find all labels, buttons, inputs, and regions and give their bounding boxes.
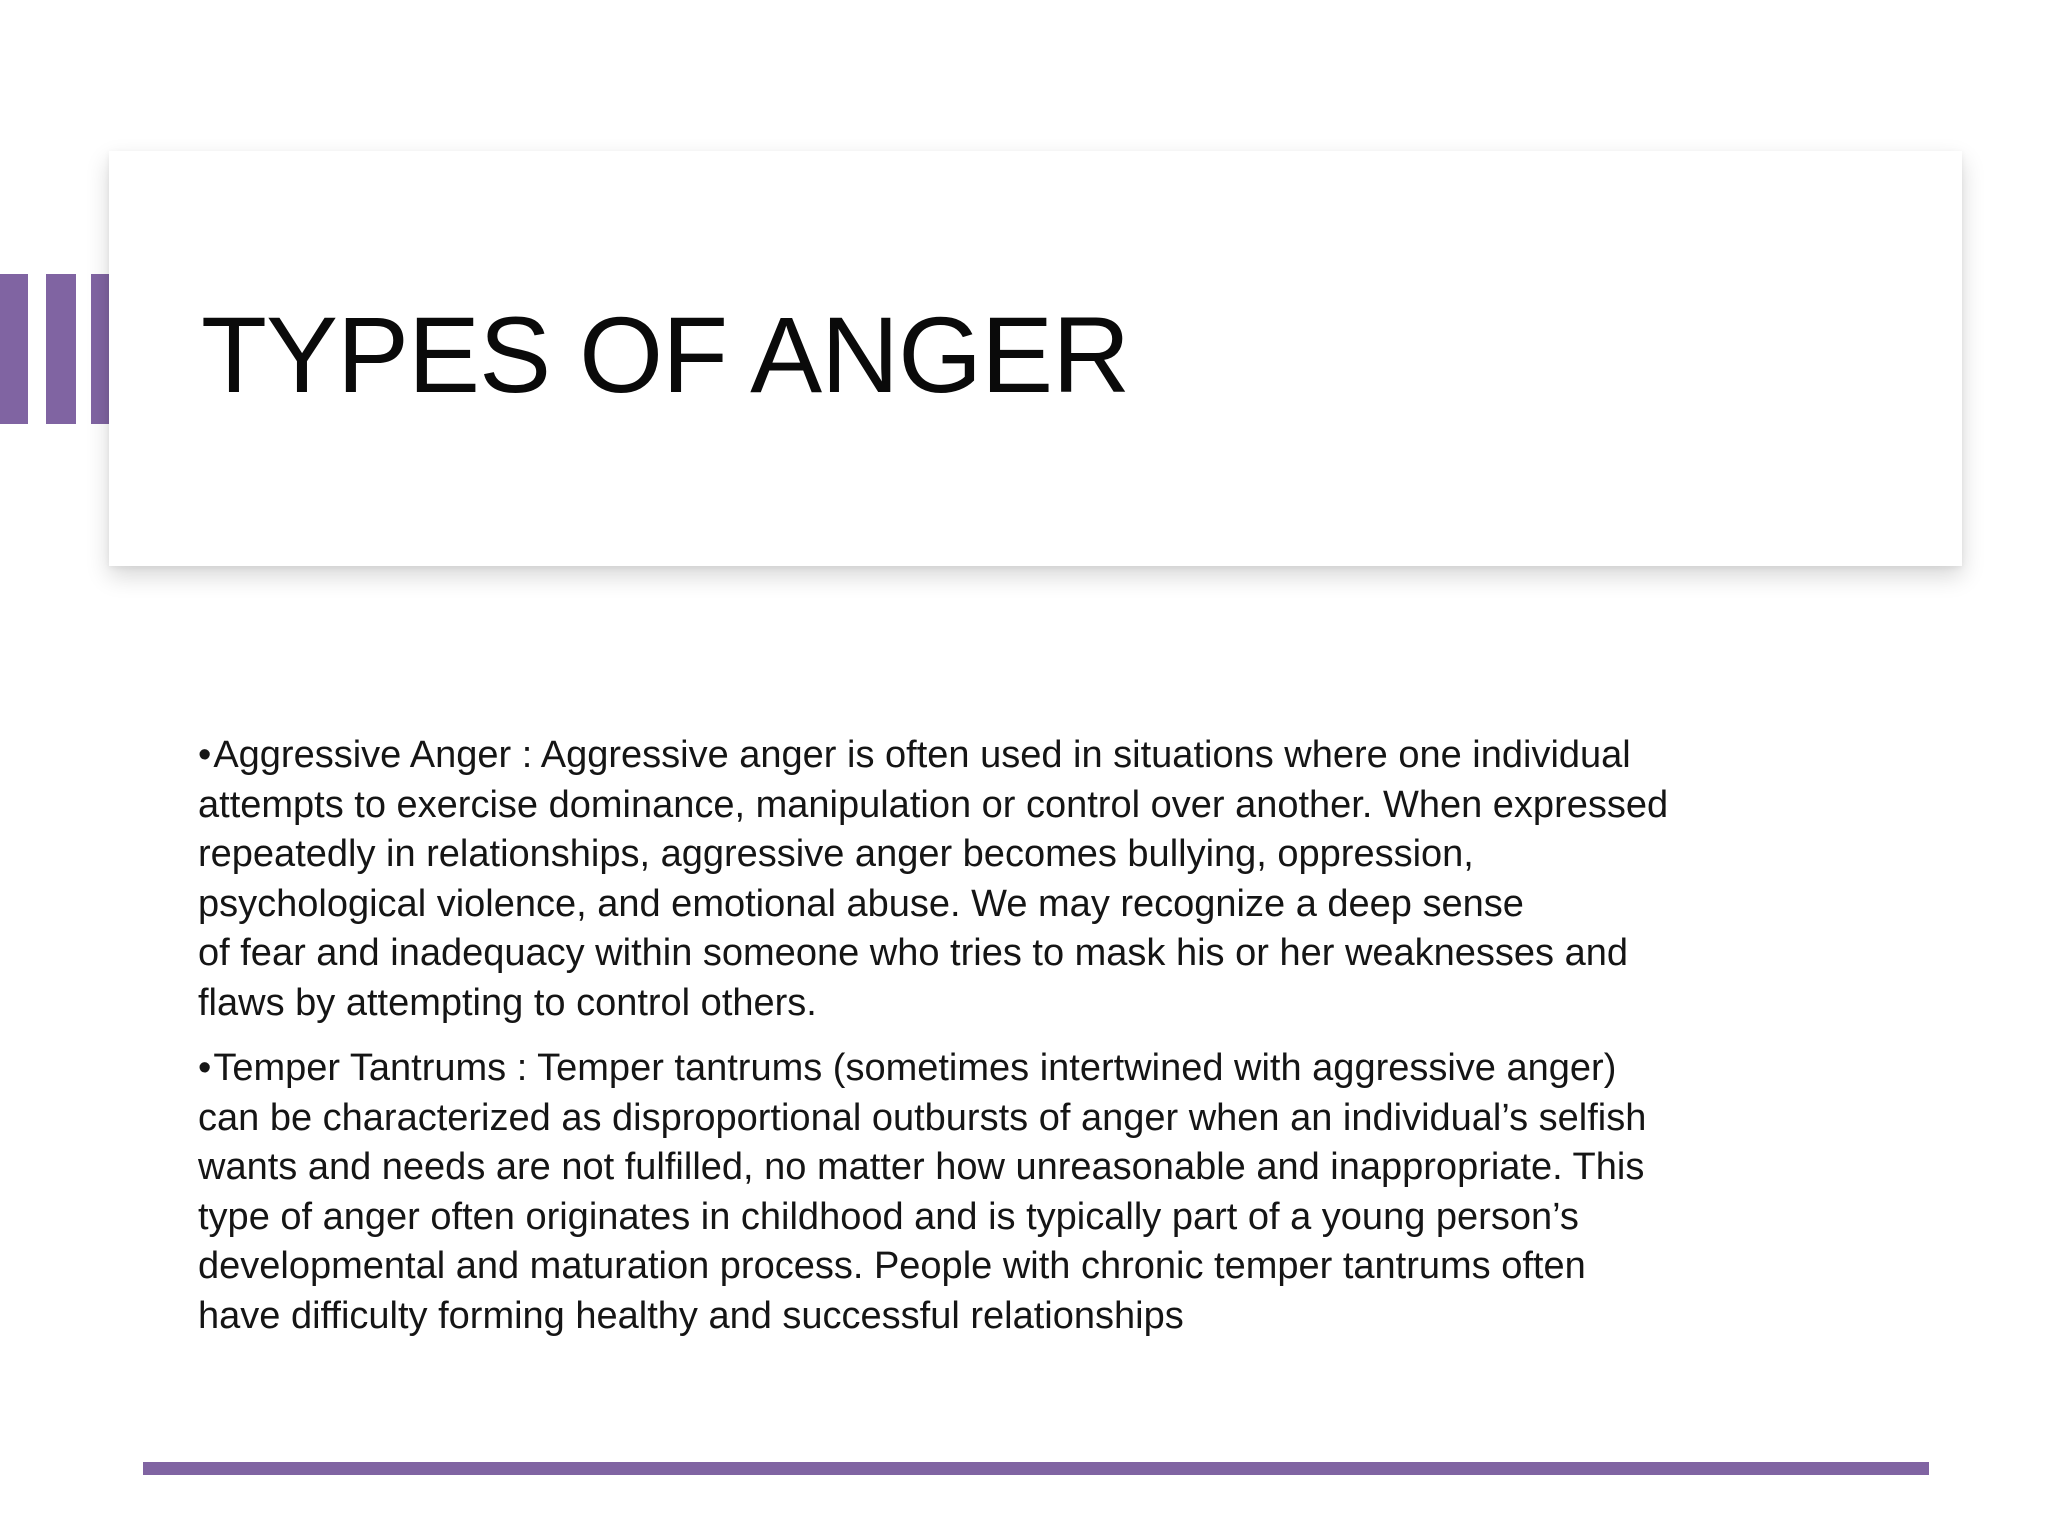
text-line: Aggressive Anger : Aggressive anger is often used in situations where one individual bbox=[213, 734, 1631, 776]
text-line: of fear and inadequacy within someone who tries to mask his or her weaknesses and bbox=[198, 932, 1629, 974]
left-accent-bar bbox=[46, 274, 76, 424]
bottom-accent-rule bbox=[143, 1462, 1929, 1475]
left-accent-bar bbox=[0, 274, 28, 424]
left-accent-bar bbox=[91, 274, 109, 424]
title-card bbox=[109, 151, 1962, 566]
bullet-glyph: • bbox=[198, 1047, 212, 1089]
text-line: type of anger often originates in childhood and is typically part of a young person’s bbox=[198, 1195, 1579, 1238]
bullet-paragraph-temper-tantrums bbox=[198, 1044, 1858, 1341]
text-line: repeatedly in relationships, aggressive anger becomes bullying, oppression, bbox=[198, 833, 1474, 875]
bullet-glyph: • bbox=[198, 734, 212, 776]
text-line: have difficulty forming healthy and successful relationships bbox=[198, 1294, 1184, 1337]
text-line: psychological violence, and emotional abuse. We may recognize a deep sense bbox=[198, 882, 1524, 925]
bullet-paragraph-aggressive-anger bbox=[198, 731, 1858, 1028]
body-text bbox=[198, 731, 1858, 1357]
slide-title: TYPES OF ANGER bbox=[201, 294, 1130, 415]
text-line: developmental and maturation process. People with chronic temper tantrums often bbox=[198, 1245, 1586, 1287]
text-line: flaws by attempting to control others. bbox=[198, 981, 817, 1024]
text-line: can be characterized as disproportional outbursts of anger when an individual’s selfish bbox=[198, 1096, 1647, 1139]
text-line: Temper Tantrums : Temper tantrums (sometimes intertwined with aggressive anger) bbox=[213, 1047, 1617, 1089]
text-line: wants and needs are not fulfilled, no matter how unreasonable and inappropriate. This bbox=[198, 1146, 1645, 1188]
text-line: attempts to exercise dominance, manipulation or control over another. When expressed bbox=[198, 783, 1669, 826]
